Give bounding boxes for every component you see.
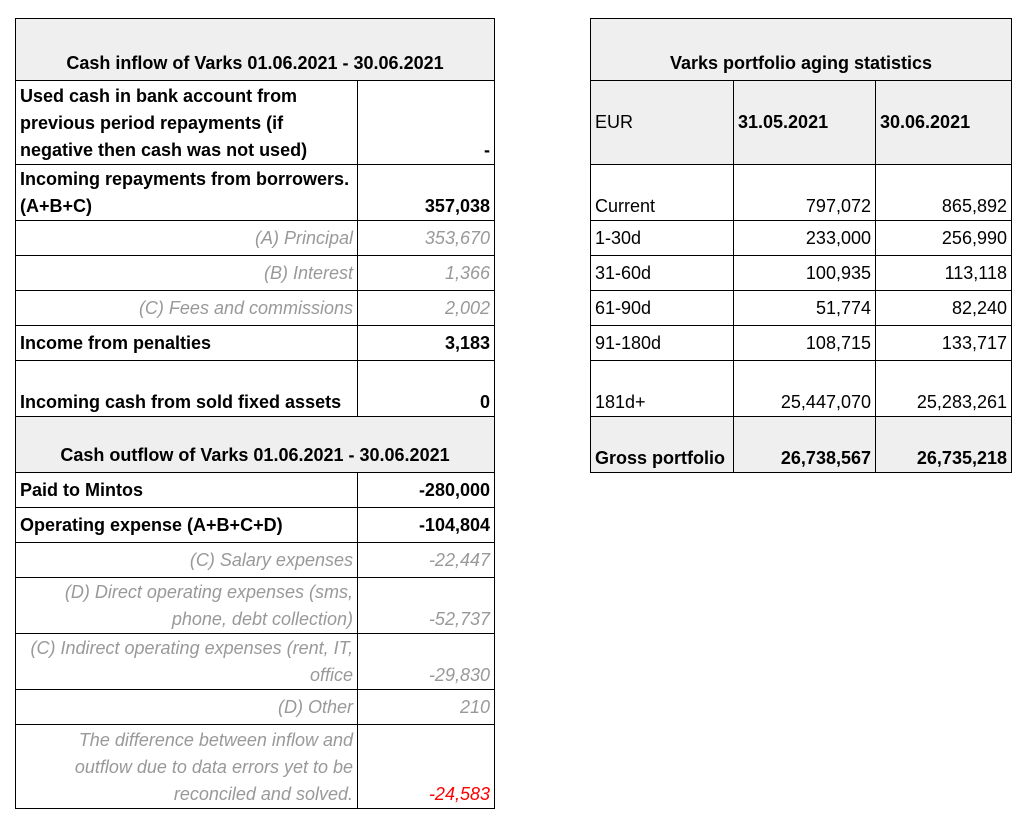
row-value: -52,737 — [358, 578, 495, 634]
row-label: (D) Other — [16, 690, 358, 725]
row-label: Current — [591, 165, 734, 221]
row-value: 25,283,261 — [876, 361, 1012, 417]
row-value: - — [358, 81, 495, 165]
table-row — [591, 221, 1012, 256]
row-label: 31-60d — [591, 256, 734, 291]
inflow-header-row — [16, 19, 495, 81]
row-label: Incoming repayments from borrowers. (A+B+C) — [16, 165, 358, 221]
table-row — [591, 256, 1012, 291]
row-label: The difference between inflow and outflow due to data errors yet to be reconciled and solved. — [16, 725, 358, 809]
row-label: (D) Direct operating expenses (sms, phone, debt collection) — [16, 578, 358, 634]
row-label: Paid to Mintos — [16, 473, 358, 508]
row-value: 357,038 — [358, 165, 495, 221]
row-value: 26,738,567 — [734, 417, 876, 473]
column-header-row — [591, 81, 1012, 165]
table-row — [591, 326, 1012, 361]
outflow-header-row — [16, 417, 495, 473]
row-value: 133,717 — [876, 326, 1012, 361]
row-label: 61-90d — [591, 291, 734, 326]
row-value: 865,892 — [876, 165, 1012, 221]
column-header: 30.06.2021 — [876, 81, 1012, 165]
outflow-title: Cash outflow of Varks 01.06.2021 - 30.06.2021 — [16, 417, 495, 473]
row-value: 353,670 — [358, 221, 495, 256]
aging-title: Varks portfolio aging statistics — [591, 19, 1012, 81]
column-header: EUR — [591, 81, 734, 165]
table-row — [16, 543, 495, 578]
row-value: 26,735,218 — [876, 417, 1012, 473]
row-value: 797,072 — [734, 165, 876, 221]
table-row — [16, 326, 495, 361]
aging-table — [590, 18, 1012, 473]
row-value: 3,183 — [358, 326, 495, 361]
row-label: (C) Salary expenses — [16, 543, 358, 578]
row-label: Operating expense (A+B+C+D) — [16, 508, 358, 543]
row-value: -29,830 — [358, 634, 495, 690]
inflow-title: Cash inflow of Varks 01.06.2021 - 30.06.2021 — [16, 19, 495, 81]
row-value: 210 — [358, 690, 495, 725]
row-value: 100,935 — [734, 256, 876, 291]
row-value: 233,000 — [734, 221, 876, 256]
table-row — [16, 508, 495, 543]
total-row — [591, 417, 1012, 473]
row-value: 82,240 — [876, 291, 1012, 326]
table-row — [16, 81, 495, 165]
row-value: -104,804 — [358, 508, 495, 543]
row-label: (B) Interest — [16, 256, 358, 291]
row-value: 51,774 — [734, 291, 876, 326]
row-label: Income from penalties — [16, 326, 358, 361]
cash-flow-table — [15, 18, 495, 809]
table-row — [16, 291, 495, 326]
table-row — [16, 690, 495, 725]
table-row — [16, 578, 495, 634]
row-value: 108,715 — [734, 326, 876, 361]
row-label: (C) Fees and commissions — [16, 291, 358, 326]
table-row — [16, 473, 495, 508]
row-value: -280,000 — [358, 473, 495, 508]
row-label: Gross portfolio — [591, 417, 734, 473]
column-header: 31.05.2021 — [734, 81, 876, 165]
row-value: 0 — [358, 361, 495, 417]
row-value: 25,447,070 — [734, 361, 876, 417]
row-value: -22,447 — [358, 543, 495, 578]
row-label: 181d+ — [591, 361, 734, 417]
row-value: 256,990 — [876, 221, 1012, 256]
row-label: Incoming cash from sold fixed assets — [16, 361, 358, 417]
row-label: (A) Principal — [16, 221, 358, 256]
table-row — [16, 725, 495, 809]
table-row — [591, 361, 1012, 417]
row-label: 1-30d — [591, 221, 734, 256]
table-row — [16, 634, 495, 690]
table-row — [591, 165, 1012, 221]
table-row — [16, 221, 495, 256]
row-value: 1,366 — [358, 256, 495, 291]
table-row — [16, 256, 495, 291]
row-label: (C) Indirect operating expenses (rent, IT, office — [16, 634, 358, 690]
aging-header-row — [591, 19, 1012, 81]
table-row — [591, 291, 1012, 326]
table-row — [16, 165, 495, 221]
row-label: Used cash in bank account from previous period repayments (if negative then cash was not used) — [16, 81, 358, 165]
row-label: 91-180d — [591, 326, 734, 361]
row-value: 2,002 — [358, 291, 495, 326]
row-value: 113,118 — [876, 256, 1012, 291]
table-row — [16, 361, 495, 417]
row-value: -24,583 — [358, 725, 495, 809]
